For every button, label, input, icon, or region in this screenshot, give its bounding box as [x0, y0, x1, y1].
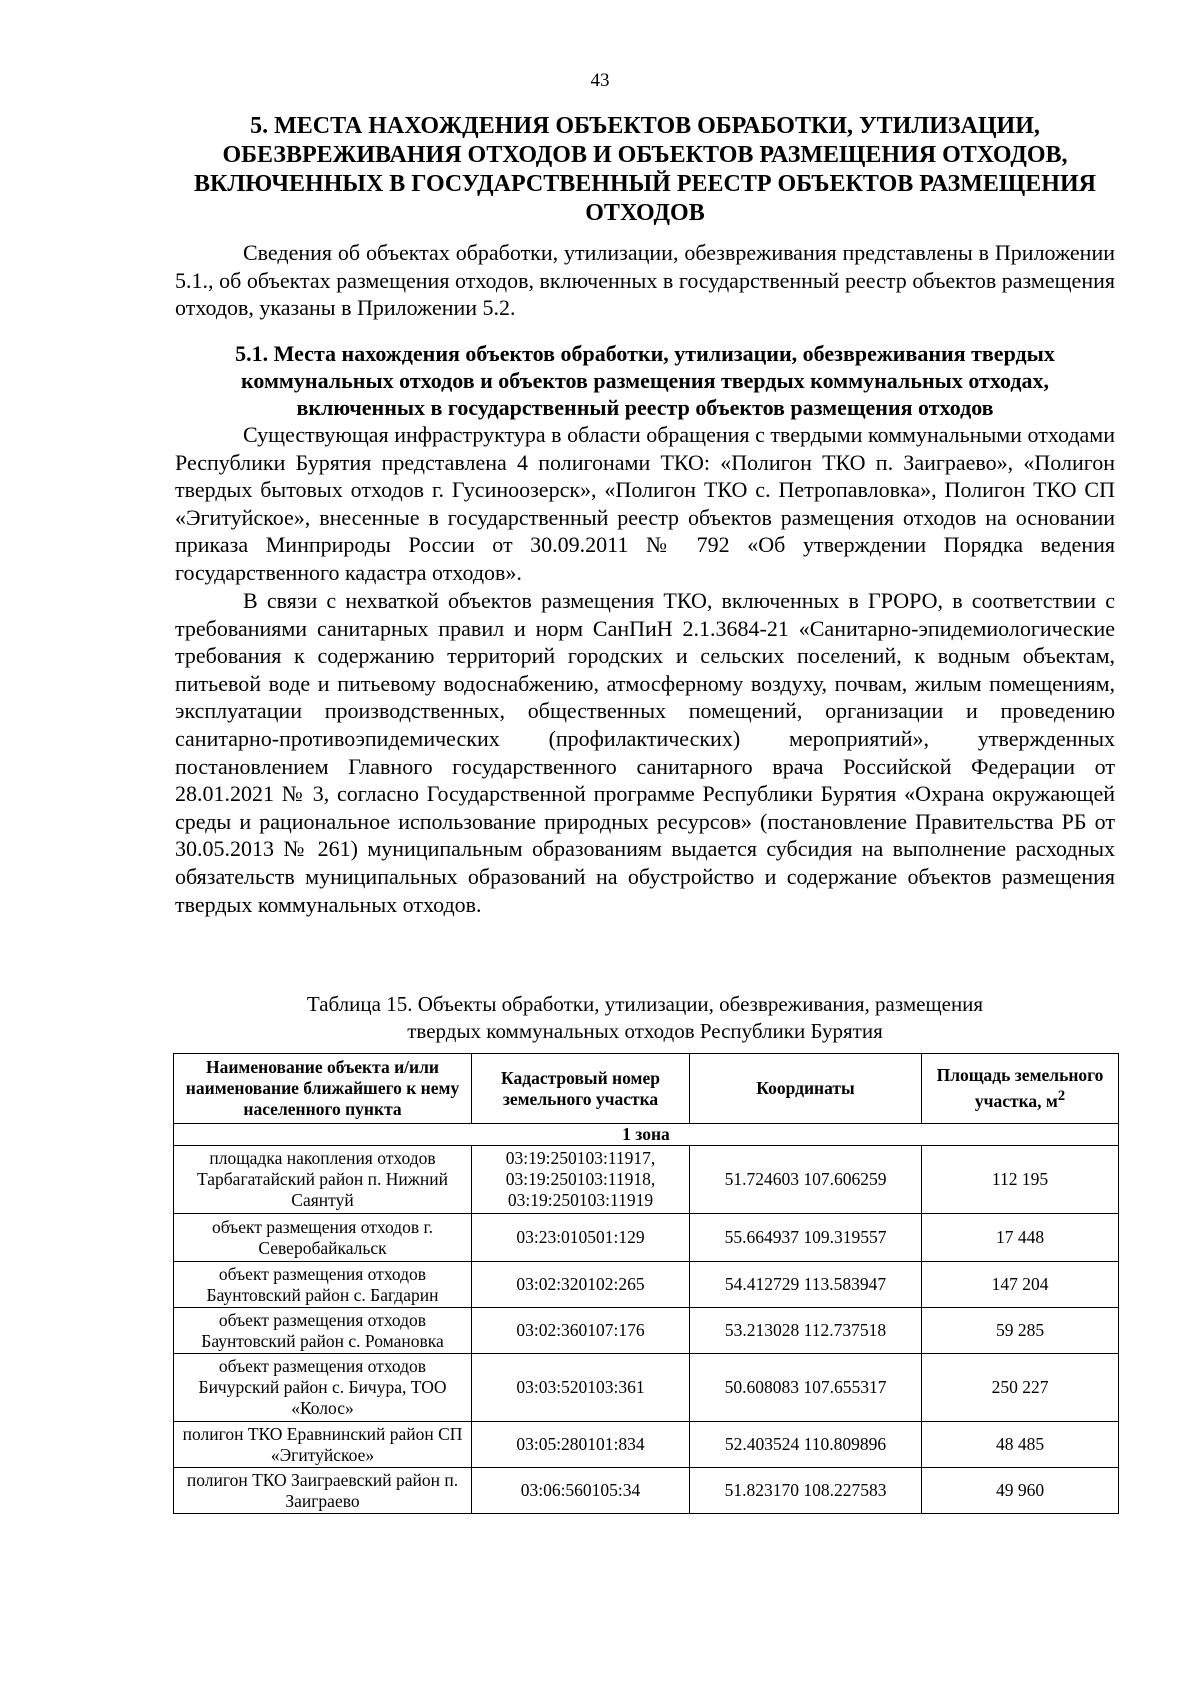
header-area: [922, 1054, 1119, 1124]
cell-area: 112 195: [922, 1146, 1119, 1214]
infrastructure-paragraph: Существующая инфраструктура в области обращения с твердыми коммунальными отходами Республики Бурятия представлена 4 полигонами ТКО: «Полигон ТКО п. Заиграево», «Полигон твердых бытовых отходов г. Гусиноозерск», «Полигон ТКО с. Петропавловка», Полигон ТКО СП «Эгитуйское», внесенные в государственный реестр объектов размещения отходов на основании приказа Минприроды России от 30.09.2011 № 792 «Об утверждении Порядка ведения государственного кадастра отходов».: [175, 422, 1115, 585]
cell-coordinates: 51.823170 108.227583: [690, 1468, 922, 1514]
table-caption-line-2: твердых коммунальных отходов Республики Бурятия: [407, 1019, 883, 1043]
zone-label: 1 зона: [174, 1124, 1119, 1146]
cell-coordinates: 50.608083 107.655317: [690, 1354, 922, 1422]
cell-cadastral-number: [472, 1468, 690, 1514]
cell-area: 147 204: [922, 1262, 1119, 1308]
cell-object-name: полигон ТКО Заиграевский район п. Заиграево: [174, 1468, 472, 1514]
cell-area: 49 960: [922, 1468, 1119, 1514]
cell-object-name: объект размещения отходов Бичурский район с. Бичура, ТОО «Колос»: [174, 1354, 472, 1422]
cadastral-number-line: 03:06:560105:34: [520, 1480, 641, 1500]
section-heading-5: 5. МЕСТА НАХОЖДЕНИЯ ОБЪЕКТОВ ОБРАБОТКИ, УТИЛИЗАЦИИ, ОБЕЗВРЕЖИВАНИЯ ОТХОДОВ И ОБЪЕКТОВ РАЗМЕЩЕНИЯ ОТХОДОВ, ВКЛЮЧЕННЫХ В ГОСУДАРСТВЕННЫЙ РЕЕСТР ОБЪЕКТОВ РАЗМЕЩЕНИЯ ОТХОДОВ: [194, 113, 1096, 226]
cadastral-number-line: 03:02:360107:176: [516, 1320, 645, 1340]
cell-area: 48 485: [922, 1422, 1119, 1468]
cell-object-name: полигон ТКО Еравнинский район СП «Эгитуйское»: [174, 1422, 472, 1468]
table-row: [174, 1422, 1119, 1468]
cell-area: 17 448: [922, 1214, 1119, 1262]
cell-cadastral-number: [472, 1262, 690, 1308]
header-area-text: Площадь земельного участка, м: [936, 1065, 1104, 1111]
cell-cadastral-number: [472, 1146, 690, 1214]
zone-row: [174, 1124, 1119, 1146]
table-row: [174, 1146, 1119, 1214]
cadastral-number-line: 03:19:250103:11917,: [505, 1148, 656, 1168]
section-heading-5-1: 5.1. Места нахождения объектов обработки, утилизации, обезвреживания твердых коммунальных отходов и объектов размещения твердых коммунальных отходах, включенных в государственный реестр объектов размещения отходов: [235, 341, 1055, 420]
cell-object-name: объект размещения отходов Баунтовский район с. Багдарин: [174, 1262, 472, 1308]
waste-objects-table: [173, 1053, 1119, 1514]
cell-coordinates: 52.403524 110.809896: [690, 1422, 922, 1468]
cell-area: 250 227: [922, 1354, 1119, 1422]
page-number: 43: [590, 70, 610, 91]
cell-object-name: площадка накопления отходов Тарбагатайский район п. Нижний Саянтуй: [174, 1146, 472, 1214]
cadastral-number-line: 03:23:010501:129: [516, 1227, 645, 1247]
cadastral-number-line: 03:19:250103:11918,: [505, 1169, 656, 1189]
header-cadastral: Кадастровый номер земельного участка: [472, 1054, 690, 1124]
cell-coordinates: 53.213028 112.737518: [690, 1308, 922, 1354]
intro-paragraph: Сведения об объектах обработки, утилизации, обезвреживания представлены в Приложении 5.1., об объектах размещения отходов, включенных в государственный реестр объектов размещения отходов, указаны в Приложении 5.2.: [175, 240, 1115, 321]
table-row: [174, 1308, 1119, 1354]
cell-cadastral-number: [472, 1354, 690, 1422]
cadastral-number-line: 03:03:520103:361: [516, 1377, 645, 1397]
subsidy-paragraph: В связи с нехваткой объектов размещения ТКО, включенных в ГРОРО, в соответствии с требованиями санитарных правил и норм СанПиН 2.1.3684-21 «Санитарно-эпидемиологические требования к содержанию территорий городских и сельских поселений, к водным объектам, питьевой воде и питьевому водоснабжению, атмосферному воздуху, почвам, жилым помещениям, эксплуатации производственных, общественных помещений, организации и проведению санитарно-противоэпидемических (профилактических) мероприятий», утвержденных постановлением Главного государственного санитарного врача Российской Федерации от 28.01.2021 № 3, согласно Государственной программе Республики Бурятия «Охрана окружающей среды и рациональное использование природных ресурсов» (постановление Правительства РБ от 30.05.2013 № 261) муниципальным образованиям выдается субсидия на выполнение расходных обязательств муниципальных образований на обустройство и содержание объектов размещения твердых коммунальных отходов.: [175, 588, 1115, 917]
table-header-row: [174, 1054, 1119, 1124]
cell-coordinates: 54.412729 113.583947: [690, 1262, 922, 1308]
table-row: [174, 1214, 1119, 1262]
table-caption: [175, 991, 1115, 1045]
header-coordinates: Координаты: [690, 1054, 922, 1124]
cell-object-name: объект размещения отходов г. Северобайкальск: [174, 1214, 472, 1262]
table-caption-line-1: Таблица 15. Объекты обработки, утилизации, обезвреживания, размещения: [306, 992, 984, 1016]
cell-cadastral-number: [472, 1422, 690, 1468]
header-area-superscript: 2: [1057, 1088, 1066, 1105]
header-name: Наименование объекта и/или наименование ближайшего к нему населенного пункта: [174, 1054, 472, 1124]
cadastral-number-line: 03:19:250103:11919: [507, 1190, 654, 1210]
cell-object-name: объект размещения отходов Баунтовский район с. Романовка: [174, 1308, 472, 1354]
cell-cadastral-number: [472, 1214, 690, 1262]
table-row: [174, 1468, 1119, 1514]
cell-area: 59 285: [922, 1308, 1119, 1354]
table-row: [174, 1354, 1119, 1422]
cell-cadastral-number: [472, 1308, 690, 1354]
table-row: [174, 1262, 1119, 1308]
cell-coordinates: 55.664937 109.319557: [690, 1214, 922, 1262]
cadastral-number-line: 03:02:320102:265: [516, 1274, 645, 1294]
cell-coordinates: 51.724603 107.606259: [690, 1146, 922, 1214]
cadastral-number-line: 03:05:280101:834: [516, 1434, 645, 1454]
